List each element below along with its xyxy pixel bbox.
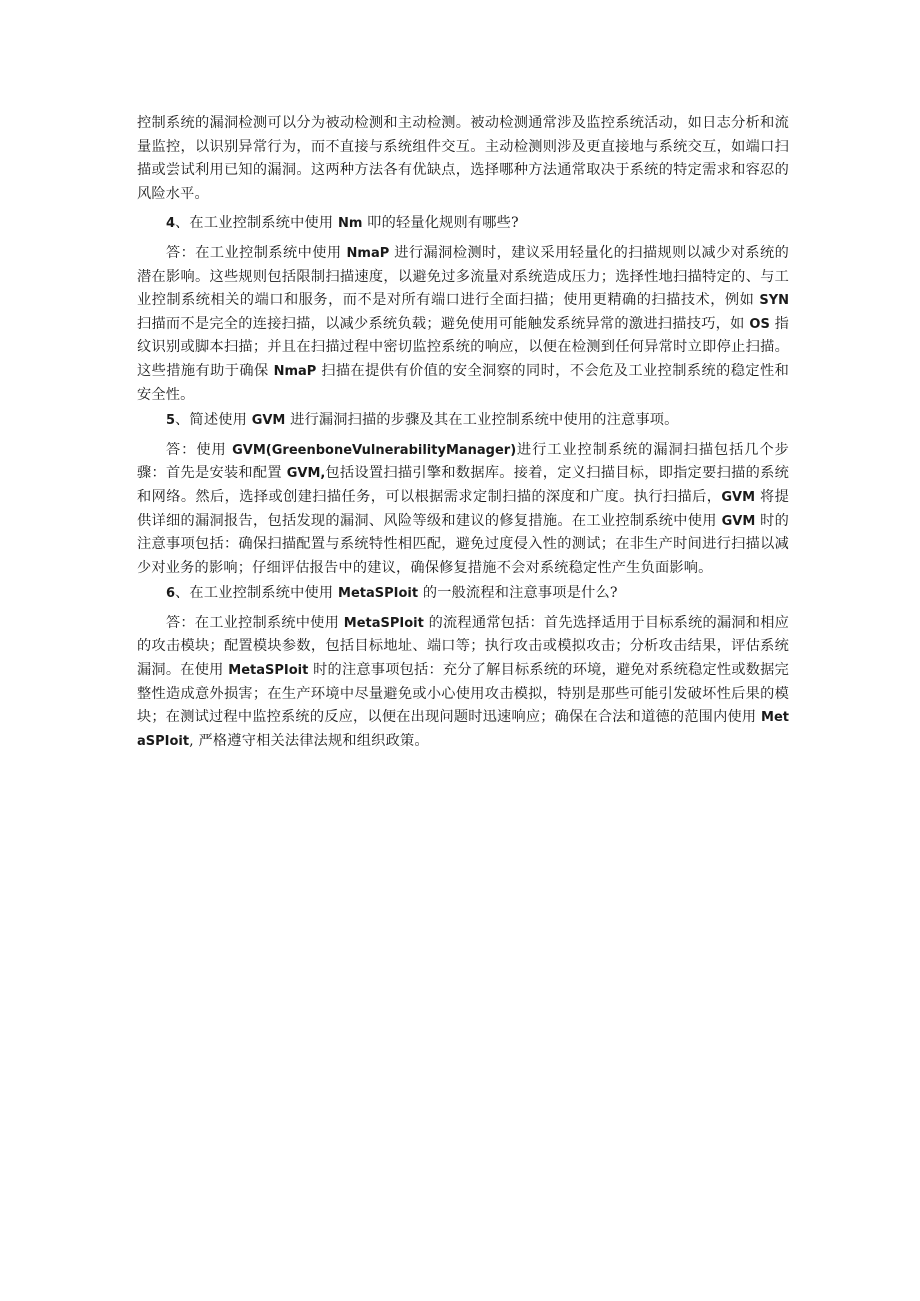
question-4: 4、在工业控制系统中使用 Nm 叩的轻量化规则有哪些? <box>166 215 519 232</box>
term: GVM <box>251 413 286 429</box>
question-6: 6、在工业控制系统中使用 MetaSPIoit 的一般流程和注意事项是什么? <box>166 585 618 602</box>
term: NmaP <box>273 363 317 379</box>
term: MetaSPIoit <box>228 663 309 679</box>
term: MetaSPIoit <box>338 586 419 602</box>
question-number: 5 <box>166 413 176 429</box>
answer-4: 答：在工业控制系统中使用 NmaP 进行漏洞检测时，建议采用轻量化的扫描规则以减少对系统的潜在影响。这些规则包括限制扫描速度，以避免过多流量对系统造成压力；选择性地扫描特定的、与工业控制系统相关的端口和服务，而不是对所有端口进行全面扫描；使用更精确的扫描技术，例如 SYN 扫描而不是完全的连接扫描，以减少系统负载；避免使用可能触发系统异常的激进扫描技巧，如 OS 指纹识别或脚本扫描；并且在扫描过程中密切监控系统的响应，以便在检测到任何异常时立即停止扫描。这些措施有助于确保 NmaP 扫描在提供有价值的安全洞察的同时，不会危及工业控制系统的稳定性和安全性。 <box>137 244 789 403</box>
term: Nm <box>338 216 363 232</box>
document-page <box>137 112 789 753</box>
term: OS <box>749 316 770 332</box>
term: SYN <box>759 293 789 309</box>
term: GVM, <box>286 466 326 482</box>
question-5: 5、简述使用 GVM 进行漏洞扫描的步骤及其在工业控制系统中使用的注意事项。 <box>166 412 679 429</box>
term: NmaP <box>346 245 390 261</box>
term: GVM <box>721 513 756 529</box>
answer-5: 答：使用 GVM(GreenboneVulnerabilityManager)进行工业控制系统的漏洞扫描包括几个步骤：首先是安装和配置 GVM,包括设置扫描引擎和数据库。接着，定义扫描目标，即指定要扫描的系统和网络。然后，选择或创建扫描任务，可以根据需求定制扫描的深度和广度。执行扫描后，GVM 将提供详细的漏洞报告，包括发现的漏洞、风险等级和建议的修复措施。在工业控制系统中使用 GVM 时的注意事项包括：确保扫描配置与系统特性相匹配，避免过度侵入性的测试；在非生产时间进行扫描以减少对业务的影响；仔细评估报告中的建议，确保修复措施不会对系统稳定性产生负面影响。 <box>137 441 789 576</box>
question-number: 4 <box>166 216 176 232</box>
term: MetaSPIoit <box>343 615 424 631</box>
term: GVM <box>721 489 756 505</box>
intro-paragraph: 控制系统的漏洞检测可以分为被动检测和主动检测。被动检测通常涉及监控系统活动，如日志分析和流量监控，以识别异常行为，而不直接与系统组件交互。主动检测则涉及更直接地与系统交互，如端口扫描或尝试利用已知的漏洞。这两种方法各有优缺点，选择哪种方法通常取决于系统的特定需求和容忍的风险水平。 <box>137 115 789 202</box>
answer-6: 答：在工业控制系统中使用 MetaSPIoit 的流程通常包括：首先选择适用于目标系统的漏洞和相应的攻击模块；配置模块参数，包括目标地址、端口等；执行攻击或模拟攻击；分析攻击结果，评估系统漏洞。在使用 MetaSPIoit 时的注意事项包括：充分了解目标系统的环境，避免对系统稳定性或数据完整性造成意外损害；在生产环境中尽量避免或小心使用攻击模拟，特别是那些可能引发破坏性后果的模块；在测试过程中监控系统的反应，以便在出现问题时迅速响应；确保在合法和道德的范围内使用 MetaSPIoit, 严格遵守相关法律法规和组织政策。 <box>137 614 789 749</box>
question-number: 6 <box>166 586 176 602</box>
term: MetaSPIoit <box>137 710 789 749</box>
term: GVM(GreenboneVulnerabilityManager) <box>232 442 517 458</box>
